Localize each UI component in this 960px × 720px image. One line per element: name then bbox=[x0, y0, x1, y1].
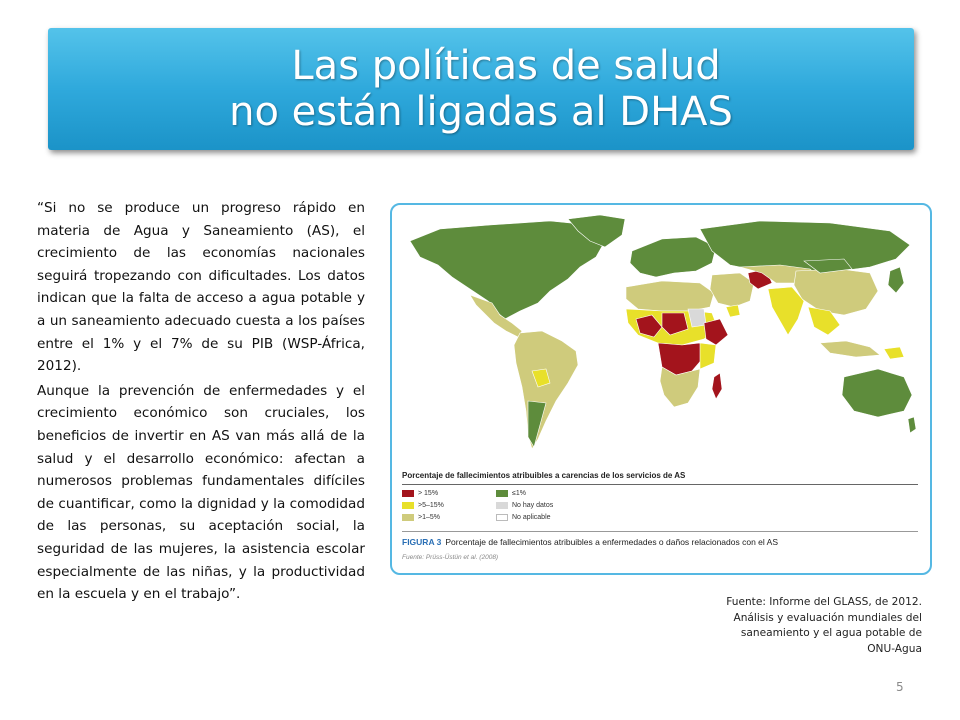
legend-title: Porcentaje de fallecimientos atribuibles a carencias de los servicios de AS bbox=[402, 471, 686, 480]
legend-label: > 15% bbox=[418, 490, 439, 497]
world-map bbox=[400, 211, 920, 461]
legend-item-nodata bbox=[496, 502, 553, 509]
legend-label: No aplicable bbox=[512, 514, 551, 521]
figure-label: FIGURA 3 bbox=[402, 537, 442, 547]
legend-label: >1–5% bbox=[418, 514, 440, 521]
source-note-line-4: ONU-Agua bbox=[867, 642, 922, 655]
source-note-line-3: saneamiento y el agua potable de bbox=[740, 627, 922, 639]
legend-label: No hay datos bbox=[512, 502, 554, 509]
quote-paragraph-1: “Si no se produce un progreso rápido en materia de Agua y Saneamiento (AS), el crecimiento de las economías nacionales seguirá tropezando con dificultades. Los datos indican que la falta de acceso a agua potable y a un saneamiento adecuado cuesta a los países entre el 1% y el 7% de su PIB (WSP-África, 2012). bbox=[37, 200, 365, 375]
legend-label: ≤1% bbox=[512, 490, 526, 497]
quote-text bbox=[37, 197, 365, 608]
legend-item-na bbox=[496, 514, 551, 521]
legend-swatch bbox=[402, 502, 414, 509]
caption-divider bbox=[402, 531, 918, 532]
legend-swatch bbox=[402, 490, 414, 497]
legend-swatch bbox=[402, 514, 414, 521]
source-note-line-2: Análisis y evaluación mundiales del bbox=[733, 611, 922, 624]
source-note-line-1: Fuente: Informe del GLASS, de 2012. bbox=[726, 596, 922, 608]
figure-source: Fuente: Prüss-Üstün et al. (2008) bbox=[402, 554, 499, 561]
figure-caption-text: Porcentaje de fallecimientos atribuibles a enfermedades o daños relacionados con el AS bbox=[445, 537, 779, 547]
slide-title-line-1: Las políticas de salud bbox=[291, 43, 721, 89]
quote-paragraph-2: Aunque la prevención de enfermedades y el crecimiento económico son cruciales, los beneficios de invertir en AS van más allá de la salud y el desarrollo económico: afectan a numerosos problemas fundamentales difíciles de cuantificar, como la dignidad y la comodidad de las personas, su aceptación social, la seguridad de las mujeres, la asistencia escolar especialmente de las niñas, y la productividad en la escuela y en el trabajo”. bbox=[37, 382, 365, 603]
legend-item-medium bbox=[402, 502, 444, 509]
figure-caption bbox=[402, 537, 778, 547]
slide-title-line-2: no están ligadas al DHAS bbox=[229, 89, 733, 135]
legend-swatch bbox=[496, 514, 508, 521]
legend-item-high bbox=[402, 490, 438, 497]
legend-swatch bbox=[496, 502, 508, 509]
legend-item-minimal bbox=[496, 490, 526, 497]
legend-swatch bbox=[496, 490, 508, 497]
source-note bbox=[700, 595, 922, 657]
title-banner bbox=[48, 28, 914, 150]
legend-divider bbox=[402, 484, 918, 485]
map-north-africa bbox=[626, 281, 714, 311]
legend-item-low bbox=[402, 514, 440, 521]
figure-frame bbox=[390, 203, 932, 575]
legend-label: >5–15% bbox=[418, 502, 444, 509]
page-number: 5 bbox=[896, 680, 904, 694]
